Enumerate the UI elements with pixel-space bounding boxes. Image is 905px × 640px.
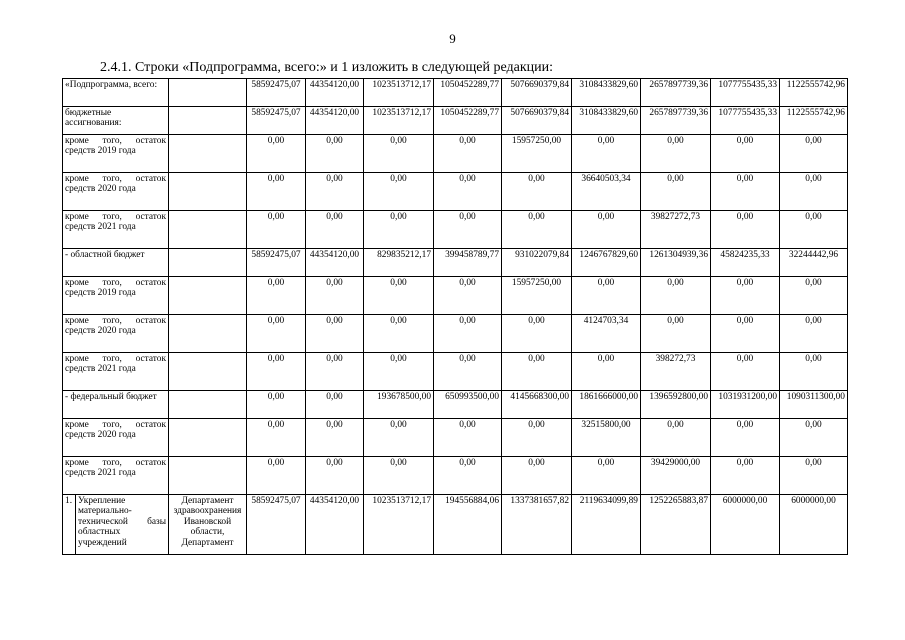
value-cell: 0,00 <box>364 353 434 391</box>
value-cell: 1023513712,17 <box>364 79 434 107</box>
value-cell: 0,00 <box>502 173 572 211</box>
value-cell: 0,00 <box>572 277 641 315</box>
value-cell: 1396592800,00 <box>641 391 711 419</box>
value-cell: 44354120,00 <box>306 249 364 277</box>
value-cell: 0,00 <box>364 277 434 315</box>
row-label: кроме того, остаток средств 2021 года <box>63 457 169 495</box>
value-cell: 1031931200,00 <box>711 391 780 419</box>
item-index: 1. <box>63 495 76 555</box>
value-cell: 0,00 <box>780 135 848 173</box>
value-cell: 1023513712,17 <box>364 495 434 555</box>
table-row <box>63 135 848 173</box>
value-cell: 0,00 <box>641 135 711 173</box>
value-cell: 1861666000,00 <box>572 391 641 419</box>
value-cell: 0,00 <box>780 277 848 315</box>
row-label: кроме того, остаток средств 2021 года <box>63 211 169 249</box>
value-cell: 36640503,34 <box>572 173 641 211</box>
responsible-cell <box>169 249 247 277</box>
responsible-cell: Департамент здравоохранения Ивановской области, Департамент <box>169 495 247 555</box>
budget-table <box>62 78 848 555</box>
value-cell: 0,00 <box>780 457 848 495</box>
value-cell: 1337381657,82 <box>502 495 572 555</box>
value-cell: 1261304939,36 <box>641 249 711 277</box>
value-cell: 0,00 <box>306 211 364 249</box>
table-row <box>63 495 848 555</box>
row-label: кроме того, остаток средств 2019 года <box>63 135 169 173</box>
value-cell: 0,00 <box>572 211 641 249</box>
value-cell: 0,00 <box>247 315 306 353</box>
value-cell: 0,00 <box>247 353 306 391</box>
value-cell: 0,00 <box>711 353 780 391</box>
value-cell: 0,00 <box>247 419 306 457</box>
table-row <box>63 249 848 277</box>
value-cell: 0,00 <box>247 173 306 211</box>
value-cell: 398272,73 <box>641 353 711 391</box>
value-cell: 5076690379,84 <box>502 79 572 107</box>
table-row <box>63 107 848 135</box>
value-cell: 0,00 <box>306 391 364 419</box>
value-cell: 0,00 <box>711 135 780 173</box>
row-label: кроме того, остаток средств 2020 года <box>63 315 169 353</box>
value-cell: 3108433829,60 <box>572 107 641 135</box>
value-cell: 0,00 <box>780 419 848 457</box>
responsible-cell <box>169 211 247 249</box>
row-label: - областной бюджет <box>63 249 169 277</box>
value-cell: 0,00 <box>780 173 848 211</box>
value-cell: 0,00 <box>364 173 434 211</box>
responsible-cell <box>169 135 247 173</box>
value-cell: 0,00 <box>306 419 364 457</box>
table-row <box>63 353 848 391</box>
value-cell: 0,00 <box>711 173 780 211</box>
page-number: 9 <box>449 31 456 46</box>
value-cell: 0,00 <box>434 135 502 173</box>
value-cell: 2657897739,36 <box>641 79 711 107</box>
value-cell: 58592475,07 <box>247 79 306 107</box>
value-cell: 0,00 <box>434 173 502 211</box>
value-cell: 44354120,00 <box>306 79 364 107</box>
value-cell: 0,00 <box>247 211 306 249</box>
value-cell: 44354120,00 <box>306 495 364 555</box>
value-cell: 829835212,17 <box>364 249 434 277</box>
table-row <box>63 277 848 315</box>
value-cell: 0,00 <box>434 419 502 457</box>
value-cell: 0,00 <box>572 457 641 495</box>
value-cell: 0,00 <box>502 315 572 353</box>
value-cell: 3108433829,60 <box>572 79 641 107</box>
value-cell: 0,00 <box>247 391 306 419</box>
value-cell: 0,00 <box>364 211 434 249</box>
value-cell: 0,00 <box>641 173 711 211</box>
section-heading: 2.4.1. Строки «Подпрограмма, всего:» и 1 изложить в следующей редакции: <box>100 60 554 75</box>
responsible-cell <box>169 277 247 315</box>
value-cell: 1077755435,33 <box>711 107 780 135</box>
table-body <box>63 79 848 555</box>
value-cell: 4124703,34 <box>572 315 641 353</box>
table-row <box>63 315 848 353</box>
value-cell: 0,00 <box>780 315 848 353</box>
row-label: Укрепление материально-технической базы областных учреждений <box>76 495 169 555</box>
value-cell: 0,00 <box>434 353 502 391</box>
value-cell: 0,00 <box>711 277 780 315</box>
value-cell: 0,00 <box>364 457 434 495</box>
value-cell: 650993500,00 <box>434 391 502 419</box>
value-cell: 0,00 <box>364 419 434 457</box>
value-cell: 0,00 <box>780 353 848 391</box>
value-cell: 39827272,73 <box>641 211 711 249</box>
value-cell: 0,00 <box>247 457 306 495</box>
value-cell: 58592475,07 <box>247 107 306 135</box>
value-cell: 1090311300,00 <box>780 391 848 419</box>
value-cell: 6000000,00 <box>780 495 848 555</box>
value-cell: 0,00 <box>502 419 572 457</box>
row-label: кроме того, остаток средств 2021 года <box>63 353 169 391</box>
value-cell: 39429000,00 <box>641 457 711 495</box>
value-cell: 0,00 <box>434 211 502 249</box>
table-row <box>63 79 848 107</box>
value-cell: 1050452289,77 <box>434 79 502 107</box>
responsible-cell <box>169 457 247 495</box>
value-cell: 58592475,07 <box>247 249 306 277</box>
value-cell: 0,00 <box>306 457 364 495</box>
row-label: кроме того, остаток средств 2020 года <box>63 419 169 457</box>
value-cell: 0,00 <box>364 135 434 173</box>
row-label: кроме того, остаток средств 2019 года <box>63 277 169 315</box>
value-cell: 0,00 <box>502 457 572 495</box>
table-row <box>63 457 848 495</box>
value-cell: 0,00 <box>434 457 502 495</box>
table-row <box>63 419 848 457</box>
value-cell: 0,00 <box>306 277 364 315</box>
value-cell: 0,00 <box>306 135 364 173</box>
value-cell: 194556884,06 <box>434 495 502 555</box>
value-cell: 0,00 <box>306 173 364 211</box>
value-cell: 0,00 <box>306 353 364 391</box>
value-cell: 6000000,00 <box>711 495 780 555</box>
value-cell: 1246767829,60 <box>572 249 641 277</box>
value-cell: 0,00 <box>502 211 572 249</box>
value-cell: 0,00 <box>247 277 306 315</box>
row-label: кроме того, остаток средств 2020 года <box>63 173 169 211</box>
value-cell: 0,00 <box>711 315 780 353</box>
value-cell: 4145668300,00 <box>502 391 572 419</box>
responsible-cell <box>169 391 247 419</box>
value-cell: 45824235,33 <box>711 249 780 277</box>
row-label: «Подпрограмма, всего: <box>63 79 169 107</box>
value-cell: 58592475,07 <box>247 495 306 555</box>
value-cell: 0,00 <box>502 353 572 391</box>
value-cell: 0,00 <box>364 315 434 353</box>
responsible-cell <box>169 315 247 353</box>
value-cell: 0,00 <box>572 135 641 173</box>
row-label: бюджетные ассигнования: <box>63 107 169 135</box>
value-cell: 0,00 <box>711 211 780 249</box>
value-cell: 1252265883,87 <box>641 495 711 555</box>
value-cell: 0,00 <box>434 315 502 353</box>
responsible-cell <box>169 173 247 211</box>
table-row <box>63 391 848 419</box>
value-cell: 5076690379,84 <box>502 107 572 135</box>
table-row <box>63 173 848 211</box>
value-cell: 193678500,00 <box>364 391 434 419</box>
value-cell: 1077755435,33 <box>711 79 780 107</box>
value-cell: 15957250,00 <box>502 135 572 173</box>
value-cell: 0,00 <box>434 277 502 315</box>
value-cell: 0,00 <box>641 277 711 315</box>
value-cell: 0,00 <box>711 419 780 457</box>
value-cell: 931022079,84 <box>502 249 572 277</box>
value-cell: 0,00 <box>641 419 711 457</box>
value-cell: 0,00 <box>306 315 364 353</box>
value-cell: 44354120,00 <box>306 107 364 135</box>
value-cell: 2119634099,89 <box>572 495 641 555</box>
value-cell: 0,00 <box>247 135 306 173</box>
value-cell: 0,00 <box>711 457 780 495</box>
responsible-cell <box>169 107 247 135</box>
value-cell: 1050452289,77 <box>434 107 502 135</box>
row-label: - федеральный бюджет <box>63 391 169 419</box>
responsible-cell <box>169 353 247 391</box>
value-cell: 0,00 <box>572 353 641 391</box>
value-cell: 399458789,77 <box>434 249 502 277</box>
responsible-cell <box>169 419 247 457</box>
value-cell: 15957250,00 <box>502 277 572 315</box>
value-cell: 32515800,00 <box>572 419 641 457</box>
value-cell: 0,00 <box>641 315 711 353</box>
value-cell: 32244442,96 <box>780 249 848 277</box>
table-row <box>63 211 848 249</box>
value-cell: 2657897739,36 <box>641 107 711 135</box>
value-cell: 1122555742,96 <box>780 79 848 107</box>
value-cell: 1122555742,96 <box>780 107 848 135</box>
value-cell: 0,00 <box>780 211 848 249</box>
value-cell: 1023513712,17 <box>364 107 434 135</box>
responsible-cell <box>169 79 247 107</box>
